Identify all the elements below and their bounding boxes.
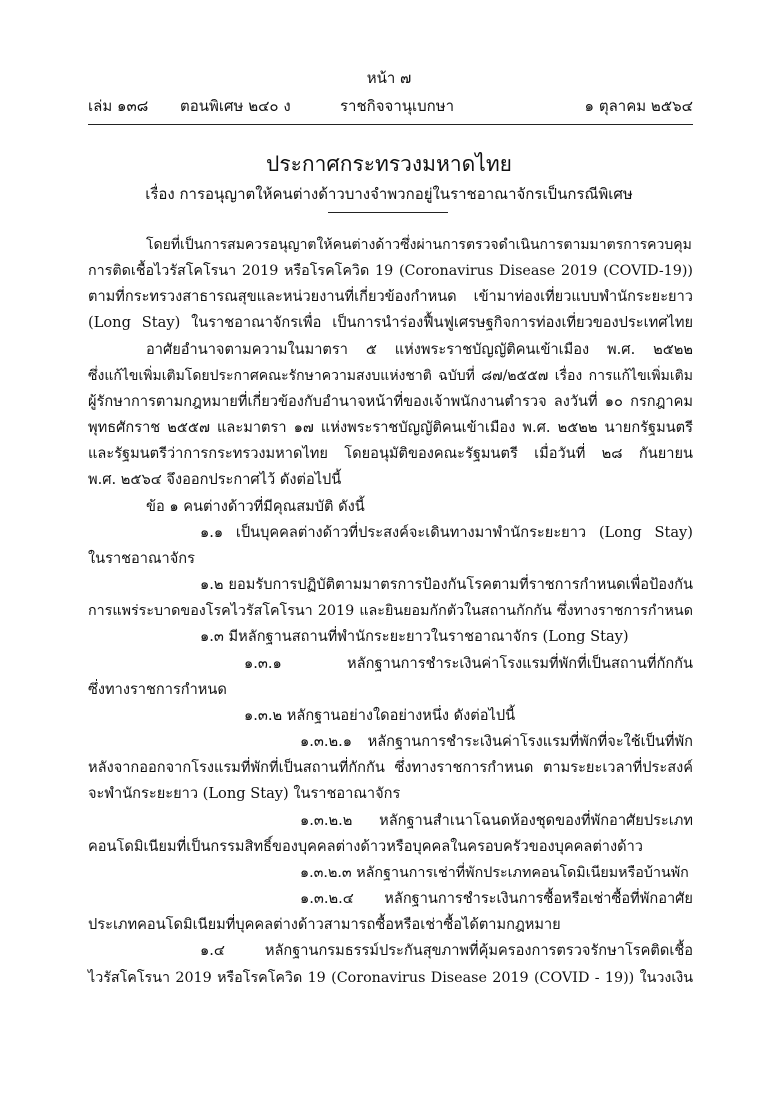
- clause-1-3-1-line-2: ซึ่งทางราชการกำหนด: [88, 681, 227, 698]
- body-line-4: (Long Stay) ในราชอาณาจักรเพื่อ เป็นการนำร่องฟื้นฟูเศรษฐกิจการท่องเที่ยวของประเทศไทย: [88, 314, 693, 331]
- body-line-1: โดยที่เป็นการสมควรอนุญาตให้คนต่างด้าวซึ่งผ่านการตรวจดำเนินการตามมาตรการควบคุม: [146, 237, 692, 253]
- publication-date: ๑ ตุลาคม ๒๕๖๔: [584, 97, 693, 115]
- clause-1-3-1-line-1: ๑.๓.๑ หลักฐานการชำระเงินค่าโรงแรมที่พักที่เป็นสถานที่กักกัน: [244, 655, 693, 672]
- clause-1-3-2-4-line-1: ๑.๓.๒.๔ หลักฐานการชำระเงินการซื้อหรือเช่าซื้อที่พักอาศัย: [300, 890, 693, 907]
- document-title: ประกาศกระทรวงมหาดไทย: [266, 152, 512, 176]
- body-line-2: การติดเชื้อไวรัสโคโรนา 2019 หรือโรคโควิด 19 (Coronavirus Disease 2019 (COVID-19)): [88, 263, 693, 279]
- clause-1-3-2-2-line-1: ๑.๓.๒.๒ หลักฐานสำเนาโฉนดห้องชุดของที่พักอาศัยประเภท: [300, 812, 693, 829]
- gazette-name: ราชกิจจานุเบกษา: [340, 97, 455, 115]
- body-line-7: ผู้รักษาการตามกฎหมายที่เกี่ยวข้องกับอำนาจหน้าที่ของเจ้าพนักงานตำรวจ ลงวันที่ ๑๐ กรกฎาคม: [88, 393, 693, 410]
- clause-1-heading: ข้อ ๑ คนต่างด้าวที่มีคุณสมบัติ ดังนี้: [146, 498, 365, 515]
- section-number: ตอนพิเศษ ๒๔๐ ง: [180, 97, 291, 115]
- body-line-10: พ.ศ. ๒๕๖๔ จึงออกประกาศไว้ ดังต่อไปนี้: [88, 471, 342, 488]
- body-line-6: ซึ่งแก้ไขเพิ่มเติมโดยประกาศคณะรักษาความสงบแห่งชาติ ฉบับที่ ๘๗/๒๕๕๗ เรื่อง การแก้ไขเพิ่มเติม: [88, 368, 693, 384]
- header-divider: [88, 124, 693, 125]
- clause-1-3-2-1-line-2: หลังจากออกจากโรงแรมที่พักที่เป็นสถานที่กักกัน ซึ่งทางราชการกำหนด ตามระยะเวลาที่ประสงค์: [88, 759, 693, 776]
- clause-1-3-2-4-line-2: ประเภทคอนโดมิเนียมที่บุคคลต่างด้าวสามารถซื้อหรือเช่าซื้อได้ตามกฎหมาย: [88, 916, 561, 933]
- document-subject: เรื่อง การอนุญาตให้คนต่างด้าวบางจำพวกอยู่ในราชอาณาจักรเป็นกรณีพิเศษ: [145, 185, 633, 203]
- clause-1-2-line-2: การแพร่ระบาดของโรคไวรัสโคโรนา 2019 และยินยอมกักตัวในสถานกักกัน ซึ่งทางราชการกำหนด: [88, 603, 693, 619]
- clause-1-3-2-3-line-1: ๑.๓.๒.๓ หลักฐานการเช่าที่พักประเภทคอนโดมิเนียมหรือบ้านพัก: [300, 865, 689, 881]
- clause-1-1-line-1: ๑.๑ เป็นบุคคลต่างด้าวที่ประสงค์จะเดินทางมาพำนักระยะยาว (Long Stay): [200, 524, 693, 541]
- body-line-5: อาศัยอำนาจตามความในมาตรา ๕ แห่งพระราชบัญญัติคนเข้าเมือง พ.ศ. ๒๕๒๒: [146, 341, 693, 358]
- clause-1-1-line-2: ในราชอาณาจักร: [88, 550, 195, 567]
- clause-1-2-line-1: ๑.๒ ยอมรับการปฏิบัติตามมาตรการป้องกันโรคตามที่ราชการกำหนดเพื่อป้องกัน: [200, 576, 693, 593]
- body-line-8: พุทธศักราช ๒๕๕๗ และมาตรา ๑๗ แห่งพระราชบัญญัติคนเข้าเมือง พ.ศ. ๒๕๒๒ นายกรัฐมนตรี: [88, 419, 693, 436]
- clause-1-3-2-line-1: ๑.๓.๒ หลักฐานอย่างใดอย่างหนึ่ง ดังต่อไปนี้: [244, 707, 516, 724]
- clause-1-4-line-1: ๑.๔ หลักฐานกรมธรรม์ประกันสุขภาพที่คุ้มครองการตรวจรักษาโรคติดเชื้อ: [200, 942, 693, 959]
- clause-1-3-2-1-line-1: ๑.๓.๒.๑ หลักฐานการชำระเงินค่าโรงแรมที่พักที่จะใช้เป็นที่พัก: [300, 733, 693, 750]
- body-line-3: ตามที่กระทรวงสาธารณสุขและหน่วยงานที่เกี่ยวข้องกำหนด เข้ามาท่องเที่ยวแบบพำนักระยะยาว: [88, 288, 693, 305]
- page-number: หน้า ๗: [366, 69, 412, 87]
- clause-1-3-2-1-line-3: จะพำนักระยะยาว (Long Stay) ในราชอาณาจักร: [88, 785, 401, 802]
- gazette-header: [88, 94, 693, 118]
- clause-1-3-line-1: ๑.๓ มีหลักฐานสถานที่พำนักระยะยาวในราชอาณาจักร (Long Stay): [200, 628, 629, 645]
- body-line-9: และรัฐมนตรีว่าการกระทรวงมหาดไทย โดยอนุมัติของคณะรัฐมนตรี เมื่อวันที่ ๒๘ กันยายน: [88, 445, 693, 462]
- subject-divider: [328, 212, 448, 213]
- clause-1-4-line-2: ไวรัสโคโรนา 2019 หรือโรคโควิด 19 (Coronavirus Disease 2019 (COVID - 19)) ในวงเงิน: [88, 970, 693, 986]
- clause-1-3-2-2-line-2: คอนโดมิเนียมที่เป็นกรรมสิทธิ์ของบุคคลต่างด้าวหรือบุคคลในครอบครัวของบุคคลต่างด้าว: [88, 838, 643, 855]
- volume-number: เล่ม ๑๓๘: [88, 97, 149, 115]
